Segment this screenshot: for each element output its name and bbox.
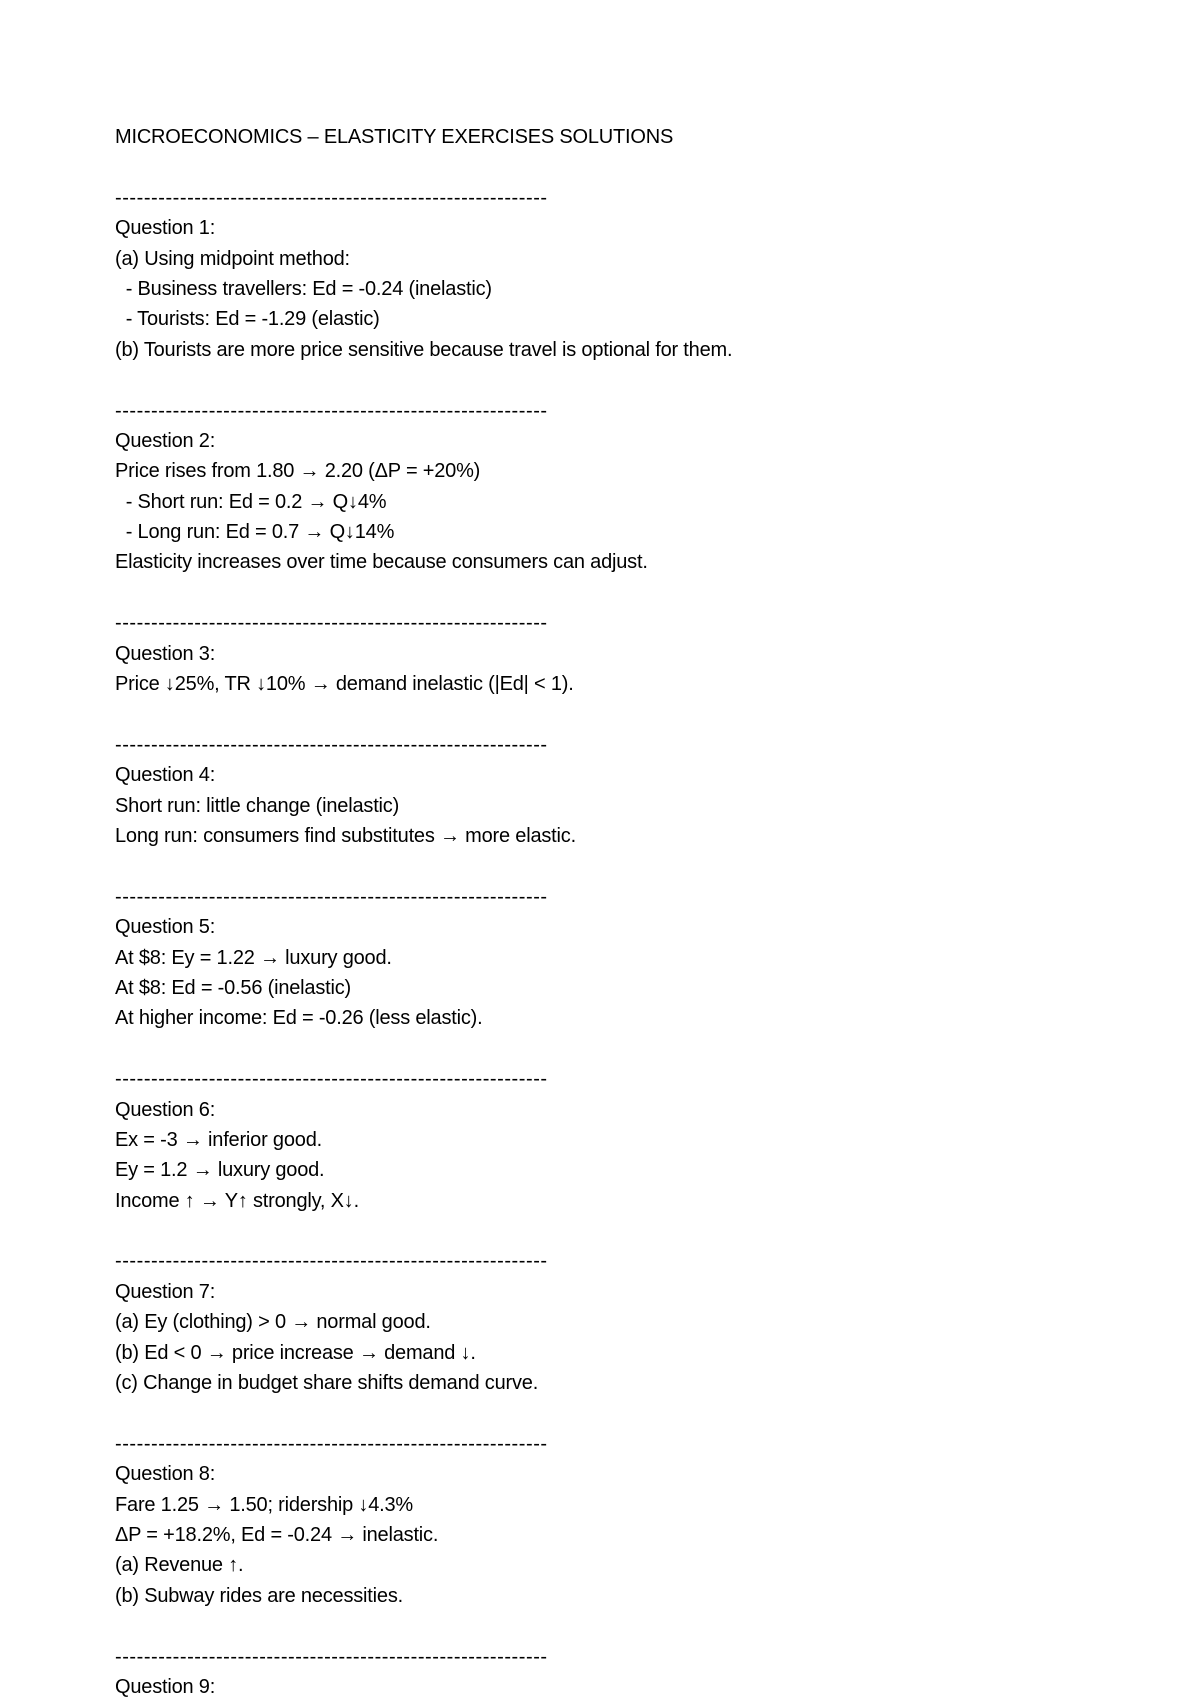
separator-line: ------------------------------------------------------------: [115, 612, 548, 635]
separator-line: ------------------------------------------------------------: [115, 399, 548, 422]
question-section: [115, 1064, 1160, 1246]
answer-line: - Tourists: Ed = -1.29 (elastic): [115, 308, 380, 331]
answer-line: At $8: Ey = 1.22 → luxury good.: [115, 946, 392, 969]
document-page: [115, 122, 1160, 1702]
question-section: [115, 882, 1160, 1064]
question-section: [115, 396, 1160, 609]
question-section: [115, 608, 1160, 730]
blank-line: [115, 851, 1160, 881]
answer-line: Ex = -3 → inferior good.: [115, 1128, 322, 1151]
separator-line: ------------------------------------------------------------: [115, 885, 548, 908]
blank-line: [115, 365, 1160, 395]
separator-line: ------------------------------------------------------------: [115, 186, 548, 209]
answer-line: - Long run: Ed = 0.7 → Q↓14%: [115, 521, 395, 544]
answer-line: Price rises from 1.80 → 2.20 (ΔP = +20%): [115, 460, 481, 483]
question-heading: Question 2:: [115, 429, 216, 452]
question-section: [115, 1429, 1160, 1642]
answer-line: - Business travellers: Ed = -0.24 (inelastic): [115, 277, 492, 300]
answer-line: (b) Ed < 0 → price increase → demand ↓.: [115, 1341, 476, 1364]
blank-line: [115, 1034, 1160, 1064]
question-section: [115, 1246, 1160, 1428]
answer-line: (b) Tourists are more price sensitive because travel is optional for them.: [115, 338, 733, 361]
answer-line: Ey = 1.2 → luxury good.: [115, 1159, 325, 1182]
blank-line: [115, 152, 1160, 182]
question-heading: Question 9:: [115, 1675, 216, 1698]
answer-line: Short run: little change (inelastic): [115, 794, 400, 817]
question-heading: Question 7:: [115, 1280, 216, 1303]
question-heading: Question 8:: [115, 1463, 216, 1486]
sections: [115, 183, 1160, 1702]
answer-line: Elasticity increases over time because consumers can adjust.: [115, 551, 648, 574]
answer-line: Price ↓25%, TR ↓10% → demand inelastic (|Ed| < 1).: [115, 673, 574, 696]
separator-line: ------------------------------------------------------------: [115, 1068, 548, 1091]
question-heading: Question 4:: [115, 764, 216, 787]
answer-line: ΔP = +18.2%, Ed = -0.24 → inelastic.: [115, 1523, 439, 1546]
separator-line: ------------------------------------------------------------: [115, 1432, 548, 1455]
document-title: MICROECONOMICS – ELASTICITY EXERCISES SOLUTIONS: [115, 126, 674, 148]
blank-line: [115, 1398, 1160, 1428]
separator-line: ------------------------------------------------------------: [115, 1645, 548, 1668]
answer-line: (a) Using midpoint method:: [115, 247, 350, 270]
question-heading: Question 6:: [115, 1098, 216, 1121]
answer-line: - Short run: Ed = 0.2 → Q↓4%: [115, 490, 387, 513]
question-section: [115, 730, 1160, 882]
answer-line: (a) Revenue ↑.: [115, 1554, 244, 1577]
answer-line: (c) Change in budget share shifts demand curve.: [115, 1372, 539, 1395]
question-section: [115, 1642, 1160, 1702]
blank-line: [115, 699, 1160, 729]
blank-line: [115, 1216, 1160, 1246]
separator-line: ------------------------------------------------------------: [115, 1250, 548, 1273]
answer-line: Fare 1.25 → 1.50; ridership ↓4.3%: [115, 1493, 413, 1516]
question-section: [115, 183, 1160, 396]
blank-line: [115, 578, 1160, 608]
answer-line: At higher income: Ed = -0.26 (less elastic).: [115, 1007, 483, 1030]
answer-line: (b) Subway rides are necessities.: [115, 1584, 403, 1607]
answer-line: (a) Ey (clothing) > 0 → normal good.: [115, 1311, 431, 1334]
question-heading: Question 3:: [115, 642, 216, 665]
question-heading: Question 5:: [115, 916, 216, 939]
blank-line: [115, 1611, 1160, 1641]
question-heading: Question 1:: [115, 217, 216, 240]
answer-line: Income ↑ → Y↑ strongly, X↓.: [115, 1189, 359, 1212]
answer-line: Long run: consumers find substitutes → more elastic.: [115, 824, 576, 847]
answer-line: At $8: Ed = -0.56 (inelastic): [115, 976, 351, 999]
separator-line: ------------------------------------------------------------: [115, 733, 548, 756]
